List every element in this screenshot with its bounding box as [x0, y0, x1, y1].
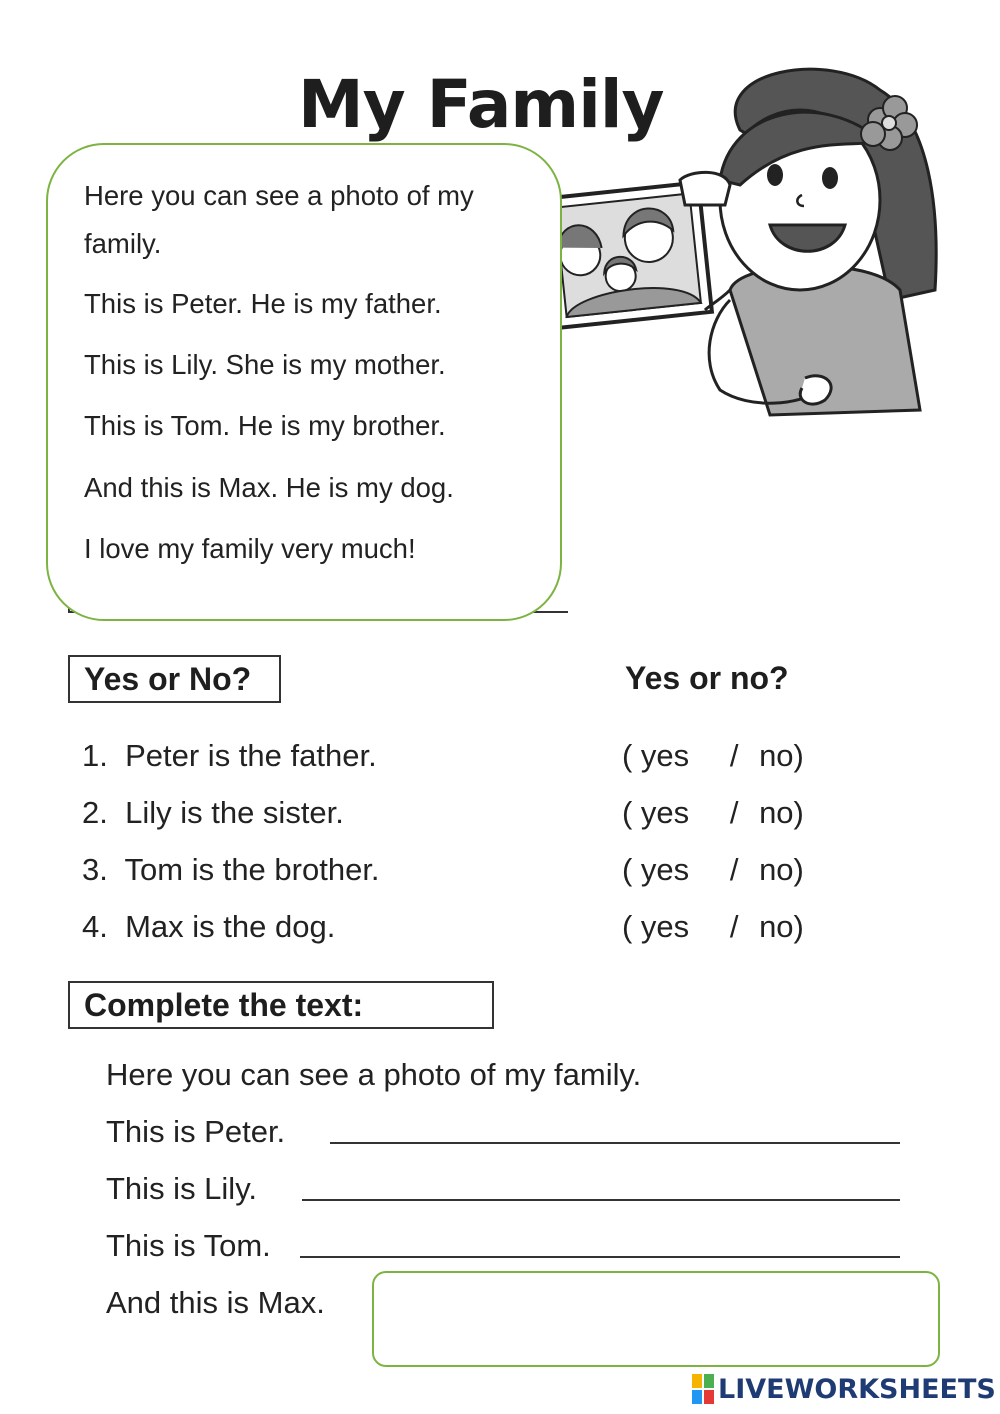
girl-holding-photo-illustration: [540, 60, 960, 440]
yes-no-column-header: Yes or no?: [625, 660, 789, 696]
question-number: 4.: [82, 909, 108, 944]
yes-option[interactable]: ( yes: [622, 795, 690, 830]
question-text: Tom is the brother.: [124, 852, 380, 887]
no-option[interactable]: no): [759, 852, 804, 887]
liveworksheets-logo: [692, 1372, 996, 1406]
story-line: Here you can see a photo of my: [84, 180, 474, 211]
answer-options-1[interactable]: [622, 738, 804, 774]
complete-line-max: And this is Max.: [106, 1285, 325, 1320]
complete-line-tom: This is Tom.: [106, 1228, 271, 1263]
liveworksheets-logo-icon: [692, 1374, 714, 1404]
story-line: This is Tom. He is my brother.: [84, 410, 446, 441]
story-line: family.: [84, 228, 162, 259]
answer-blank-lily[interactable]: [302, 1199, 900, 1201]
yes-option[interactable]: ( yes: [622, 738, 690, 773]
complete-text-section-label: Complete the text:: [68, 981, 494, 1029]
yes-no-section-label: Yes or No?: [68, 655, 281, 703]
no-option[interactable]: no): [759, 909, 804, 944]
question-text: Peter is the father.: [125, 738, 377, 773]
option-separator: /: [729, 738, 739, 773]
option-separator: /: [729, 909, 739, 944]
answer-options-4[interactable]: [622, 909, 804, 945]
story-line: This is Lily. She is my mother.: [84, 349, 446, 380]
question-text: Max is the dog.: [125, 909, 336, 944]
answer-blank-peter[interactable]: [330, 1142, 900, 1144]
liveworksheets-logo-text: LIVEWORKSHEETS: [718, 1373, 996, 1405]
no-option[interactable]: no): [759, 795, 804, 830]
answer-options-2[interactable]: [622, 795, 804, 831]
question-4: [82, 909, 335, 945]
yes-option[interactable]: ( yes: [622, 909, 690, 944]
complete-line-intro: Here you can see a photo of my family.: [106, 1057, 642, 1092]
question-2: [82, 795, 344, 831]
option-separator: /: [729, 795, 739, 830]
answer-input-max[interactable]: [372, 1271, 940, 1367]
option-separator: /: [729, 852, 739, 887]
question-3: [82, 852, 380, 888]
question-1: [82, 738, 377, 774]
story-line: I love my family very much!: [84, 533, 416, 564]
question-text: Lily is the sister.: [125, 795, 344, 830]
yes-option[interactable]: ( yes: [622, 852, 690, 887]
question-number: 2.: [82, 795, 108, 830]
complete-line-peter: This is Peter.: [106, 1114, 286, 1149]
answer-options-3[interactable]: [622, 852, 804, 888]
question-number: 3.: [82, 852, 108, 887]
answer-blank-tom[interactable]: [300, 1256, 900, 1258]
complete-line-lily: This is Lily.: [106, 1171, 258, 1206]
no-option[interactable]: no): [759, 738, 804, 773]
question-number: 1.: [82, 738, 108, 773]
story-line: And this is Max. He is my dog.: [84, 472, 454, 503]
story-line: This is Peter. He is my father.: [84, 288, 442, 319]
page-title: My Family: [298, 66, 664, 143]
